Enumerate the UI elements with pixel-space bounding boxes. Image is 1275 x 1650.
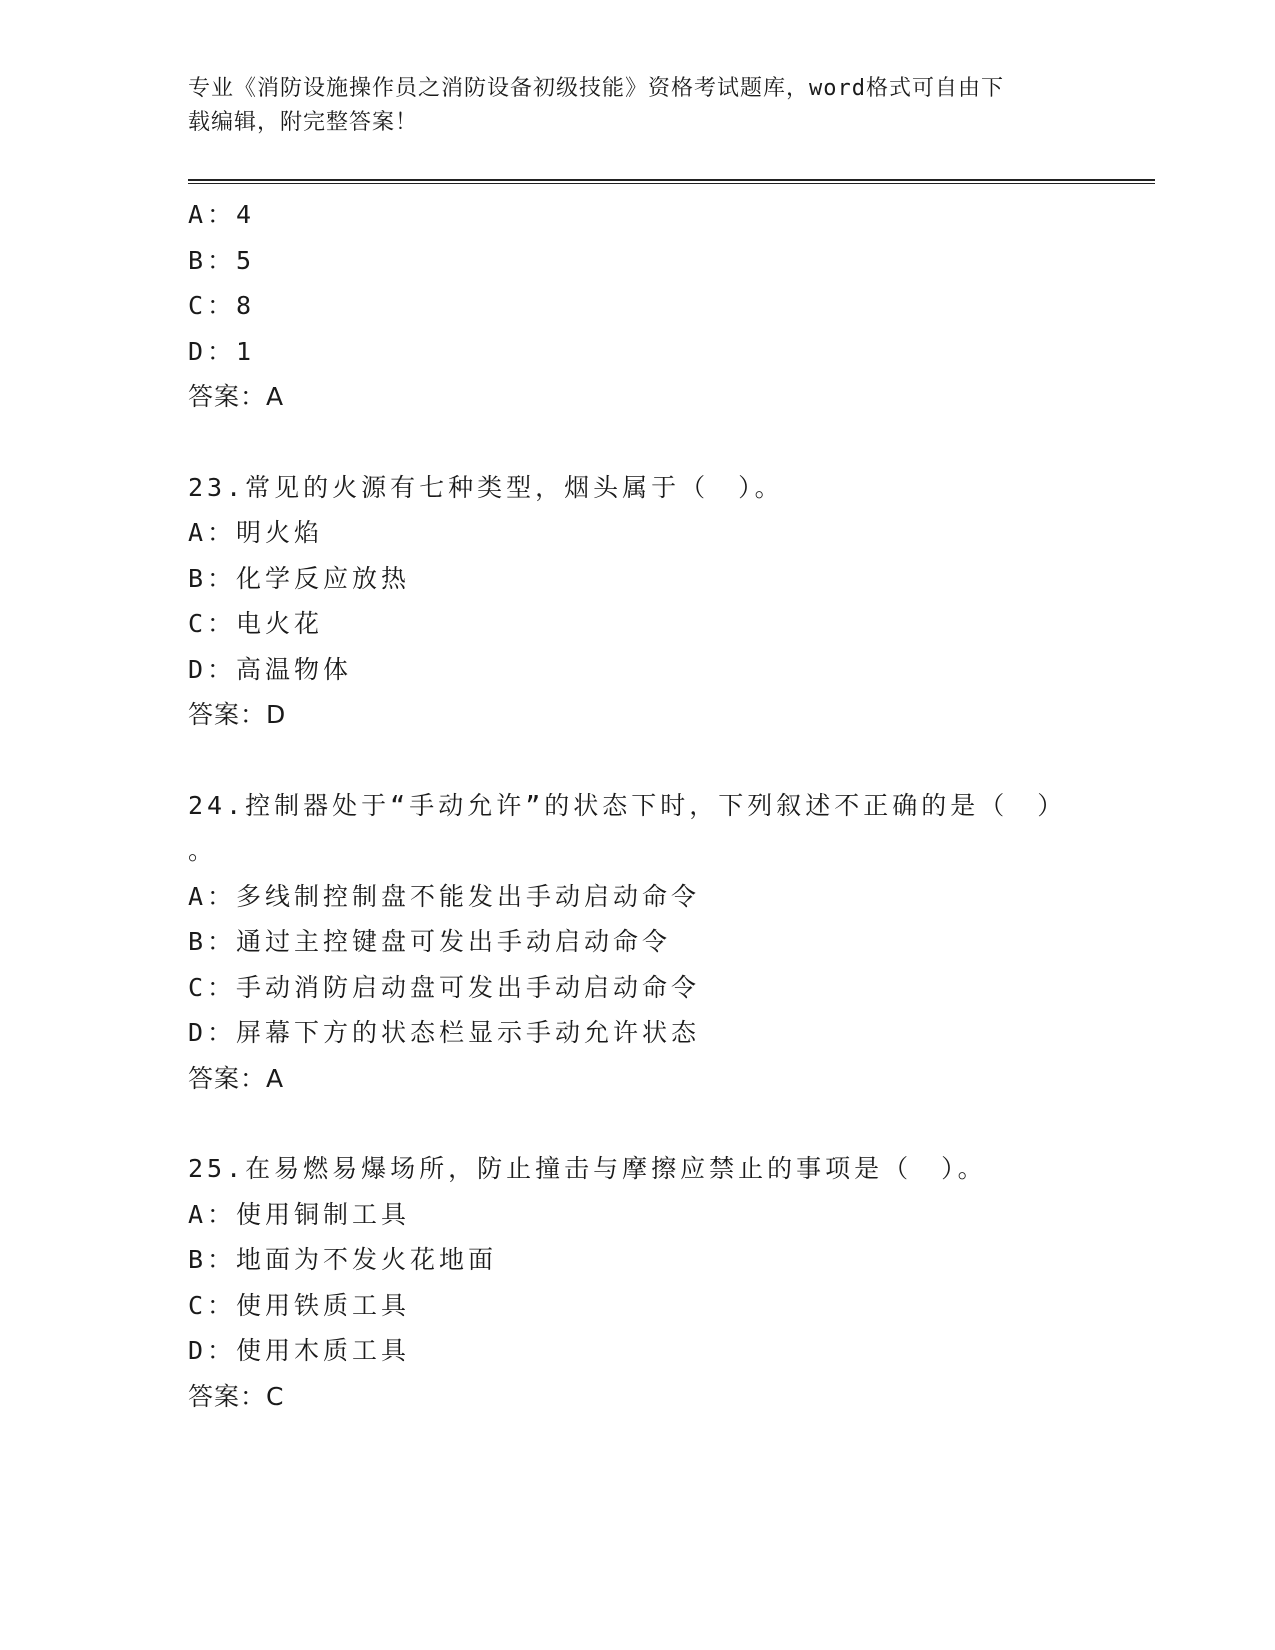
header-divider-thin bbox=[188, 183, 1155, 184]
question-list bbox=[188, 192, 1088, 1419]
option-a: A：使用铜制工具 bbox=[188, 1199, 411, 1229]
answer: 答案：D bbox=[188, 700, 287, 729]
question-stem: 25.在易燃易爆场所，防止撞击与摩擦应禁止的事项是（ ）。 bbox=[188, 1154, 987, 1183]
option-c: C：电火花 bbox=[188, 609, 324, 638]
question-24 bbox=[188, 783, 1088, 1102]
header-line-2: 载编辑，附完整答案！ bbox=[188, 110, 419, 135]
page-header bbox=[188, 72, 1068, 140]
question-25 bbox=[188, 1146, 1088, 1419]
header-line-1: 专业《消防设施操作员之消防设备初级技能》资格考试题库，word格式可自由下 bbox=[188, 76, 1004, 101]
question-23 bbox=[188, 465, 1088, 738]
option-c: C：手动消防启动盘可发出手动启动命令 bbox=[188, 972, 701, 1002]
option-d: D：屏幕下方的状态栏显示手动允许状态 bbox=[188, 1018, 701, 1047]
answer: 答案：C bbox=[188, 1381, 285, 1411]
option-b: B：化学反应放热 bbox=[188, 563, 411, 593]
option-a: A：多线制控制盘不能发出手动启动命令 bbox=[188, 881, 701, 911]
option-a: A：4 bbox=[188, 200, 256, 229]
option-b: B：通过主控键盘可发出手动启动命令 bbox=[188, 927, 672, 956]
option-a: A：明火焰 bbox=[188, 518, 324, 547]
option-b: B：地面为不发火花地面 bbox=[188, 1245, 498, 1274]
question-stem-continued: 。 bbox=[188, 836, 218, 865]
question-stem: 23.常见的火源有七种类型，烟头属于（ ）。 bbox=[188, 472, 784, 502]
answer: 答案：A bbox=[188, 1063, 285, 1093]
header-divider bbox=[188, 179, 1155, 181]
option-d: D：1 bbox=[188, 336, 256, 366]
option-b: B：5 bbox=[188, 245, 256, 275]
option-d: D：高温物体 bbox=[188, 654, 353, 684]
question-22 bbox=[188, 192, 1088, 420]
answer: 答案：A bbox=[188, 382, 285, 411]
option-c: C：使用铁质工具 bbox=[188, 1290, 411, 1320]
option-c: C：8 bbox=[188, 291, 256, 320]
question-stem: 24.控制器处于“手动允许”的状态下时，下列叙述不正确的是（ ） bbox=[188, 790, 1067, 820]
option-d: D：使用木质工具 bbox=[188, 1336, 411, 1365]
